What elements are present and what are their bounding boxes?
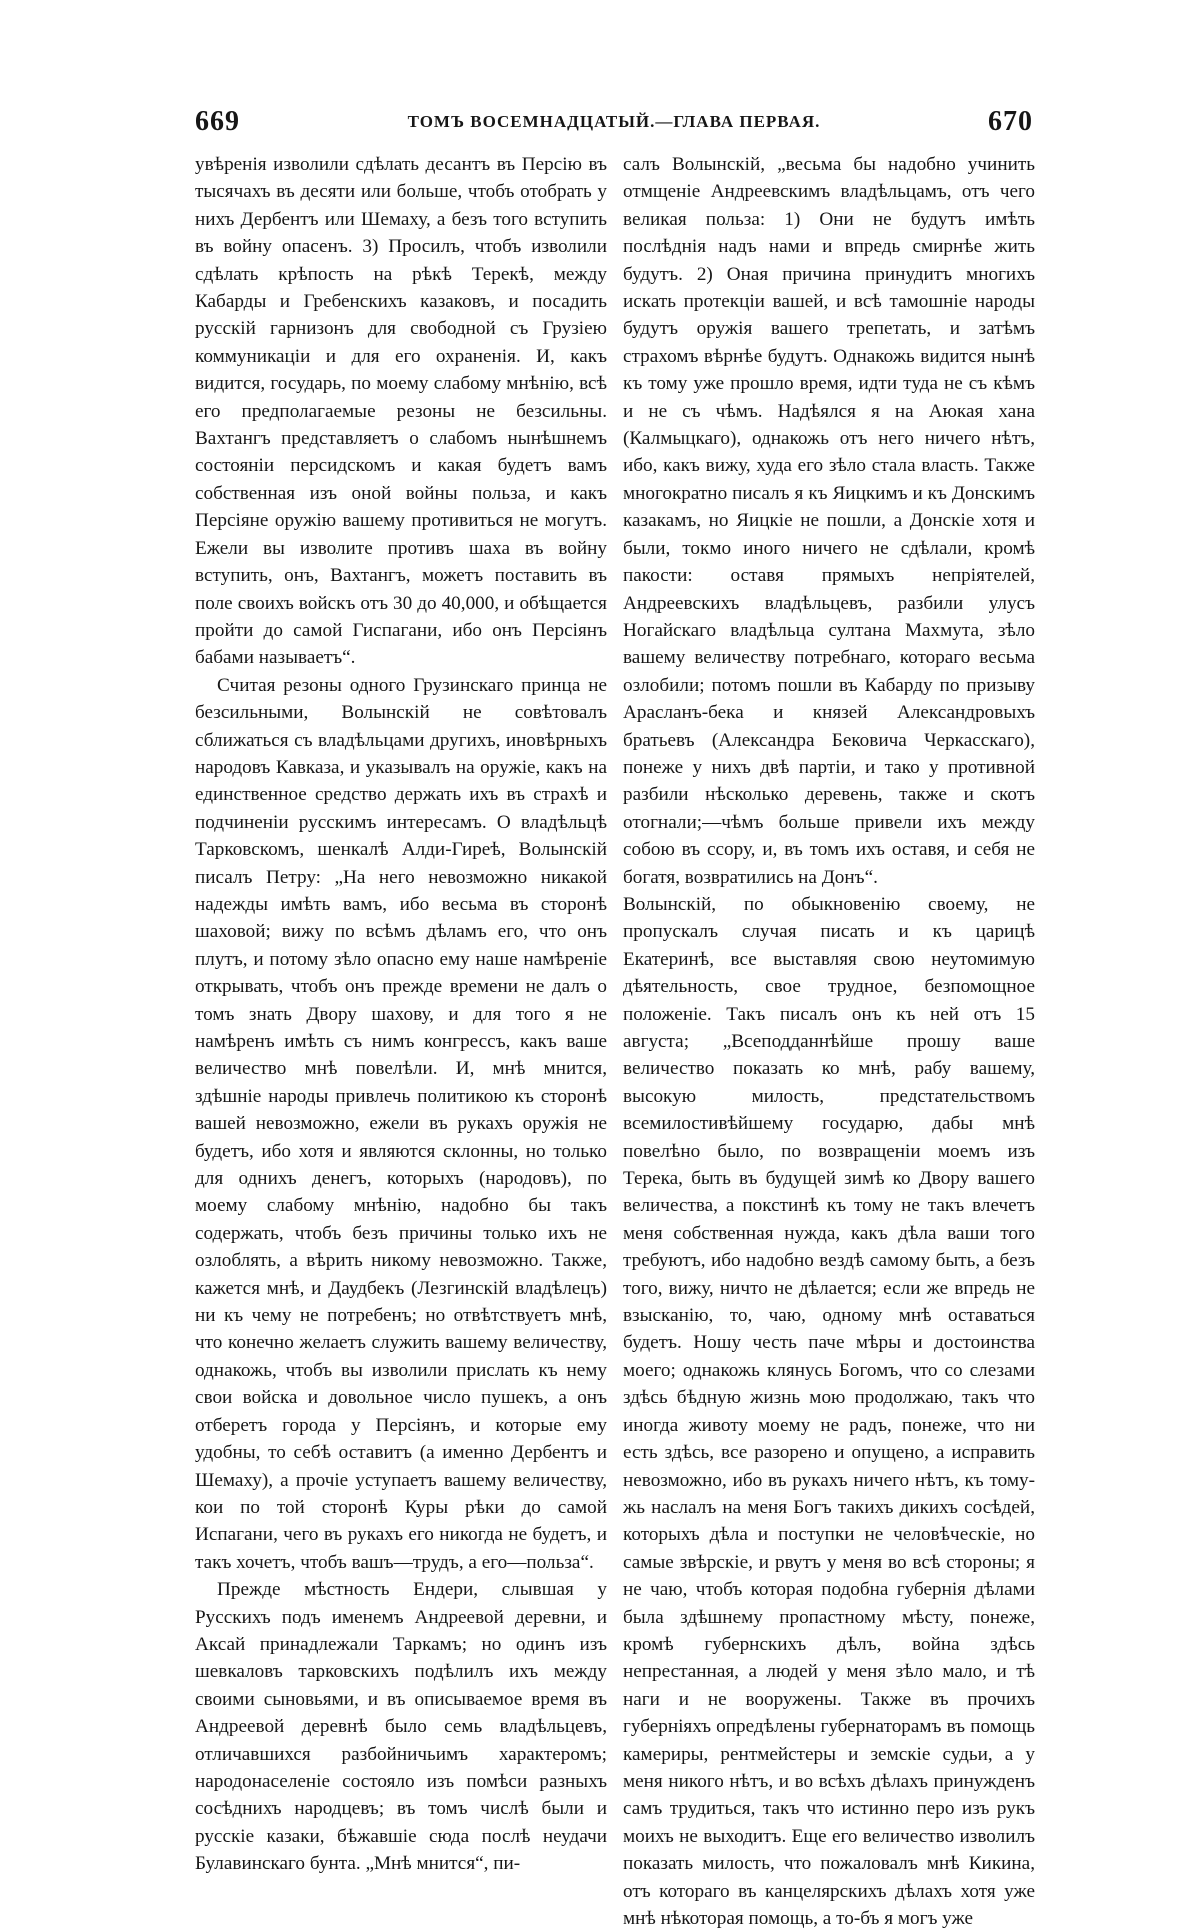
running-title: ТОМЪ ВОСЕМНАДЦАТЫЙ.—ГЛАВА ПЕРВАЯ. — [407, 112, 821, 131]
paragraph: Прежде мѣстность Ендери, слывшая у Русскихъ подъ именемъ Андреевой деревни, и Аксай принадлежали Таркамъ; но одинъ изъ шевкаловъ тарковскихъ подѣлилъ ихъ между своими сыновьями, и въ описываемое время въ Андреевой деревнѣ было семь владѣльцевъ, отличавшихся разбойничьимъ характеромъ; народонаселеніе состояло изъ помѣси разныхъ сосѣднихъ народцевъ; въ томъ числѣ были и русскіе казаки, бѣжавшіе сюда послѣ неудачи Булавинскаго бунта. „Мнѣ мнится“, пи- — [195, 1579, 607, 1875]
left-column — [195, 151, 607, 1878]
paragraph: салъ Волынскій, „весьма бы надобно учинить отмщеніе Андреевскимъ владѣльцамъ, отъ чего великая польза: 1) Они не будутъ имѣть послѣднія надъ нами и впредь смирнѣе жить будутъ. 2) Оная причина принудитъ многихъ искать протекціи вашей, и всѣ тамошніе народы будутъ оружія вашего трепетать, и затѣмъ страхомъ вѣрнѣе будутъ. Однакожь видится нынѣ къ тому уже прошло время, идти туда не съ кѣмъ и не съ чѣмъ. Надѣялся я на Аюкая хана (Калмыцкаго), однакожь отъ него ничего нѣтъ, ибо, какъ вижу, худа его зѣло стала власть. Также многократно писалъ я къ Яицкимъ и къ Донскимъ казакамъ, но Яицкіе не пошли, а Донскіе хотя и были, токмо иного ничего не сдѣлали, кромѣ пакости: оставя прямыхъ непріятелей, Андреевскихъ владѣльцевъ, разбили улусъ Ногайскаго владѣльца султана Махмута, зѣло вашему величеству потребнаго, котораго весьма озлобили; потомъ пошли въ Кабарду по призыву Арасланъ-бека и князей Александровыхъ братьевъ (Александра Бековича Черкасскаго), понеже у нихъ двѣ партіи, и тако у противной разбили нѣсколько деревень, также и скотъ отогнали;—чѣмъ больше привели ихъ между собою въ ссору, и, въ томъ ихъ оставя, и себя не богатя, возвратились на Донъ“. — [623, 154, 1035, 888]
paragraph: Считая резоны одного Грузинскаго принца не безсильными, Волынскій не совѣтовалъ сближаться съ владѣльцами другихъ, иновѣрныхъ народовъ Кавказа, и указывалъ на оружіе, какъ на единственное средство держать ихъ въ страхѣ и подчиненіи русскимъ интересамъ. О владѣльцѣ Тарковскомъ, шенкалѣ Алди-Гиреѣ, Волынскій писалъ Петру: „На него невозможно никакой надежды имѣть вамъ, ибо весьма въ сторонѣ шаховой; вижу по всѣмъ дѣламъ его, что онъ плутъ, и потому зѣло опасно ему наше намѣреніе открывать, чтобъ онъ прежде времени не далъ о томъ знать Двору шахову, и для того я не намѣренъ имѣть съ нимъ конгрессъ, какъ ваше величество мнѣ повелѣли. И, мнѣ мнится, здѣшніе народы привлечь политикою къ сторонѣ вашей невозможно, ежели въ рукахъ оружія не будетъ, ибо хотя и являются склонны, но только для однихъ денегъ, которыхъ (народовъ), по моему слабому мнѣнію, надобно бы такъ содержать, чтобъ безъ причины только ихъ не озлоблять, а вѣрить никому невозможно. Также, кажется мнѣ, и Даудбекъ (Лезгинскій владѣлецъ) ни къ чему не потребенъ; но отвѣтствуетъ мнѣ, что конечно желаетъ служить вашему величеству, однакожь, чтобъ вы изволили прислать къ нему свои войска и довольное число пушекъ, а онъ отберетъ города у Персіянъ, и которые ему удобны, то себѣ оставитъ (а именно Дербентъ и Шемаху), а прочіе уступаетъ вашему величеству, кои по той сторонѣ Куры рѣки до самой Испагани, чего въ рукахъ его никогда не будетъ, и такъ хочетъ, чтобъ вашъ—трудъ, а его—польза“. — [195, 674, 607, 1573]
page-number-left: 669 — [195, 106, 240, 137]
paragraph: Волынскій, по обыкновенію своему, не пропускалъ случая писать и къ царицѣ Екатеринѣ, все выставляя свою неутомимую дѣятельность, свое трудное, безпомощное положеніе. Такъ писалъ онъ къ ней отъ 15 августа; „Всеподданнѣйше прошу ваше величество показать ко мнѣ, рабу вашему, высокую милость, предстательствомъ всемилостивѣйшему государю, дабы мнѣ повелѣно было, по возвращеніи моемъ изъ Терека, быть въ будущей зимѣ ко Двору вашего величества, а покстинѣ къ тому не такъ влечетъ меня собственная нужда, какъ дѣла ваши того требуютъ, ибо надобно вездѣ самому быть, а безъ того, вижу, ничто не дѣлается; если же впредь не взысканію, то, чаю, одному мнѣ оставаться будетъ. Ношу честь паче мѣры и достоинства моего; однакожь клянусь Богомъ, что со слезами здѣсь бѣдную жизнь мою продолжаю, такъ что иногда животу моему не радъ, понеже, что ни есть здѣсь, все разорено и опущено, а исправить невозможно, ибо въ рукахъ ничего нѣтъ, къ тому-жь наслалъ на меня Богъ такихъ дикихъ сосѣдей, которыхъ дѣла и поступки не человѣческіе, но самые звѣрскіе, и рвутъ у меня во всѣ стороны; я не чаю, чтобъ которая подобна губернія дѣлами была здѣшнему пропастному мѣсту, понеже, кромѣ губернскихъ дѣлъ, война здѣсь непрестанная, а людей у меня зѣло мало, и тѣ наги и не вооружены. Также въ прочихъ губерніяхъ опредѣлены губернаторамъ въ помощь камериры, рентмейстеры и земскіе судьи, а у меня никого нѣтъ, и во всѣхъ дѣлахъ принужденъ самъ трудиться, такъ что истинно перо изъ рукъ моихъ не выходитъ. Еще его величество изволилъ показать милость, что пожаловалъ мнѣ Кикина, отъ котораго въ канцелярскихъ дѣлахъ хотя уже мнѣ нѣкоторая помощь, а то-бъ я могъ уже — [623, 893, 1035, 1929]
paragraph: увѣренія изволили сдѣлать десантъ въ Персію въ тысячахъ въ десяти или больше, чтобъ отобрать у нихъ Дербентъ или Шемаху, а безъ того вступить въ войну опасенъ. 3) Просилъ, чтобъ изволили сдѣлать крѣпость на рѣкѣ Терекѣ, между Кабарды и Гребенскихъ казаковъ, и посадить русскій гарнизонъ для свободной съ Грузіею коммуникаціи и для его охраненія. И, какъ видится, государь, по моему слабому мнѣнію, всѣ его предполагаемые резоны не безсильны. Вахтангъ представляетъ о слабомъ нынѣшнемъ состояніи персидскомъ и какая будетъ вамъ собственная изъ оной войны польза, и какъ Персіяне оружію вашему противиться не могутъ. Ежели вы изволите противъ шаха въ войну вступить, онъ, Вахтангъ, можетъ поставить въ поле своихъ войскъ отъ 30 до 40,000, и обѣщается пройти до самой Гиспагани, ибо онъ Персіянъ бабами называетъ“. — [195, 154, 607, 669]
right-column — [623, 151, 1035, 1932]
running-head — [195, 106, 1033, 140]
page-number-right: 670 — [988, 106, 1033, 137]
